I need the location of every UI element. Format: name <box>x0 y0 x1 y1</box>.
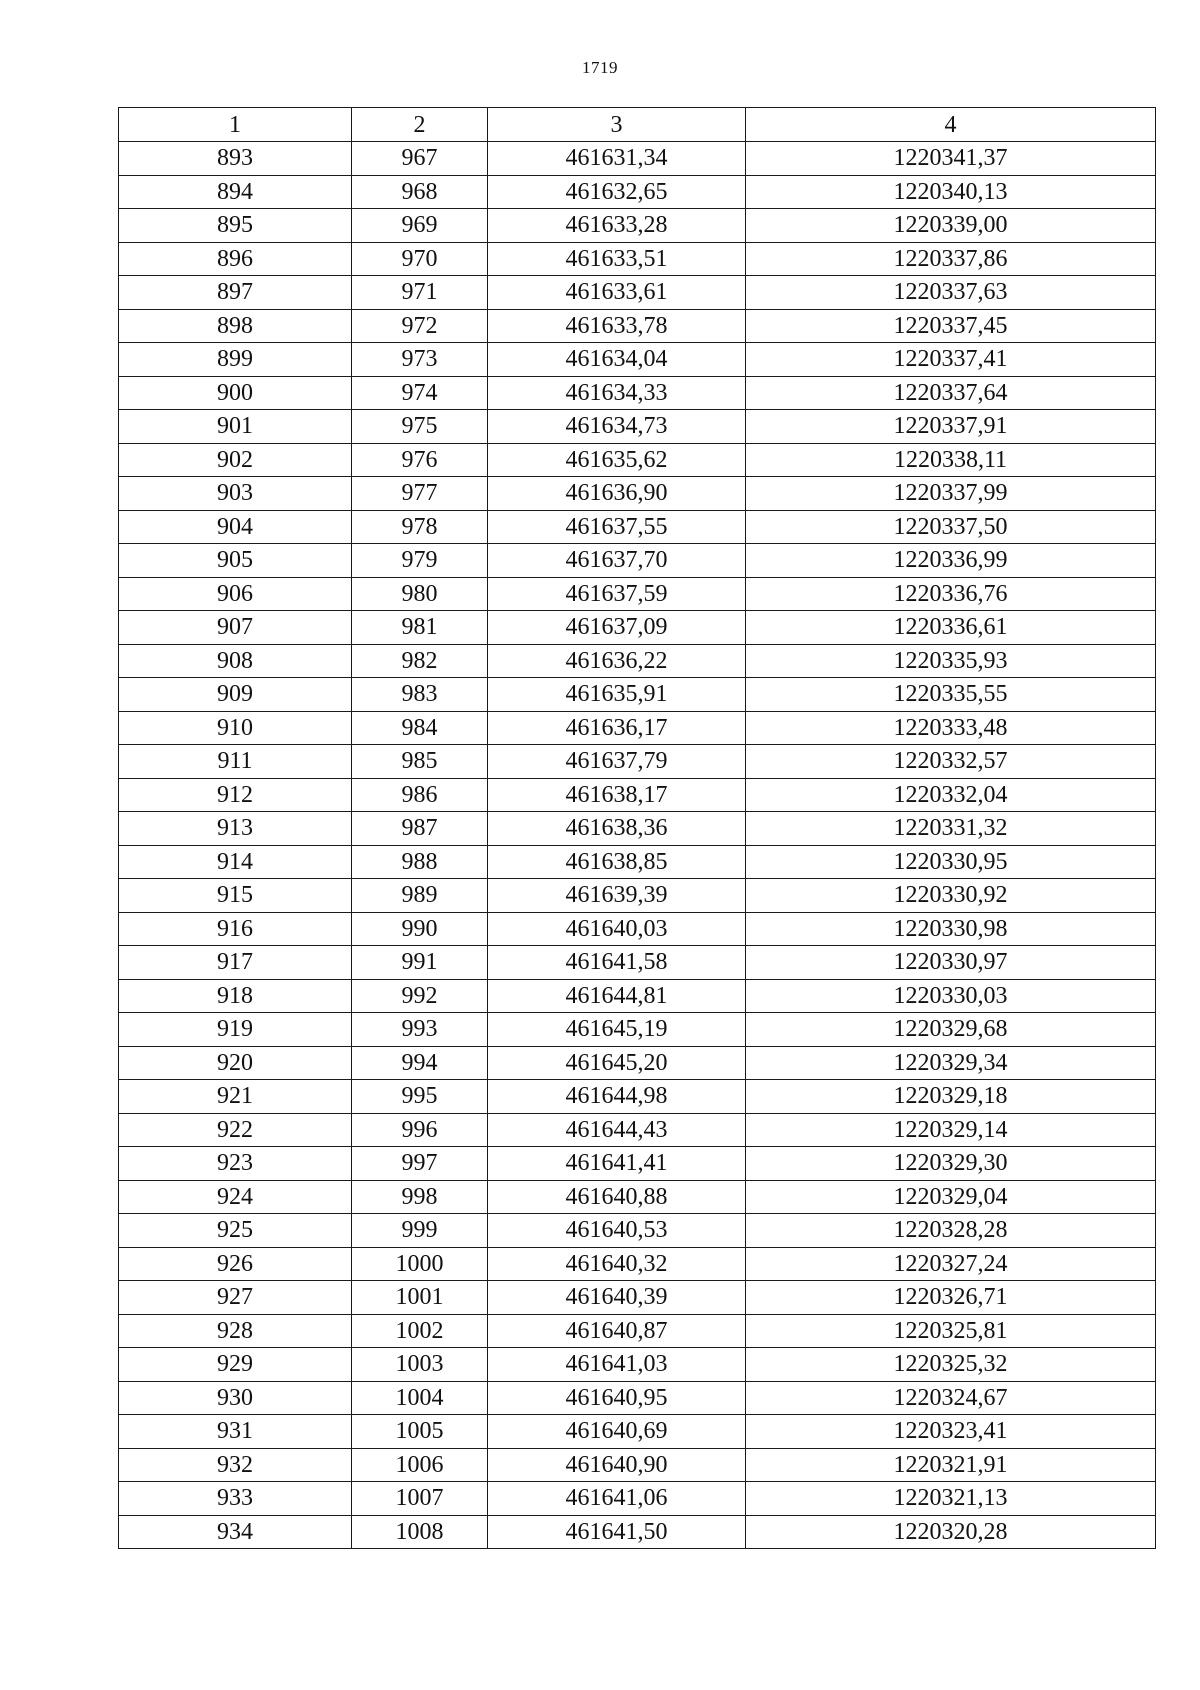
point-number-cell: 915 <box>119 879 352 913</box>
y-coordinate-cell: 1220332,57 <box>746 745 1156 779</box>
column-header: 4 <box>746 108 1156 142</box>
y-coordinate-cell: 1220337,50 <box>746 510 1156 544</box>
y-coordinate-cell: 1220337,91 <box>746 410 1156 444</box>
y-coordinate-cell: 1220338,11 <box>746 443 1156 477</box>
x-coordinate-cell: 461634,33 <box>488 376 746 410</box>
index-cell: 998 <box>352 1180 488 1214</box>
index-cell: 980 <box>352 577 488 611</box>
table-row <box>119 1113 1156 1147</box>
index-cell: 1004 <box>352 1381 488 1415</box>
x-coordinate-cell: 461645,20 <box>488 1046 746 1080</box>
table-row <box>119 1381 1156 1415</box>
y-coordinate-cell: 1220335,55 <box>746 678 1156 712</box>
page-number: 1719 <box>582 58 618 77</box>
index-cell: 984 <box>352 711 488 745</box>
x-coordinate-cell: 461633,28 <box>488 209 746 243</box>
index-cell: 985 <box>352 745 488 779</box>
index-cell: 988 <box>352 845 488 879</box>
index-cell: 987 <box>352 812 488 846</box>
table-row <box>119 1147 1156 1181</box>
y-coordinate-cell: 1220341,37 <box>746 142 1156 176</box>
table-row <box>119 1415 1156 1449</box>
table-row <box>119 1448 1156 1482</box>
x-coordinate-cell: 461640,03 <box>488 912 746 946</box>
y-coordinate-cell: 1220337,45 <box>746 309 1156 343</box>
index-cell: 995 <box>352 1080 488 1114</box>
y-coordinate-cell: 1220329,14 <box>746 1113 1156 1147</box>
y-coordinate-cell: 1220328,28 <box>746 1214 1156 1248</box>
table-row <box>119 1348 1156 1382</box>
table-row <box>119 1482 1156 1516</box>
x-coordinate-cell: 461641,50 <box>488 1515 746 1549</box>
x-coordinate-cell: 461641,06 <box>488 1482 746 1516</box>
index-cell: 1000 <box>352 1247 488 1281</box>
point-number-cell: 907 <box>119 611 352 645</box>
x-coordinate-cell: 461640,53 <box>488 1214 746 1248</box>
y-coordinate-cell: 1220329,18 <box>746 1080 1156 1114</box>
x-coordinate-cell: 461631,34 <box>488 142 746 176</box>
table-row <box>119 678 1156 712</box>
table-row <box>119 845 1156 879</box>
index-cell: 994 <box>352 1046 488 1080</box>
point-number-cell: 899 <box>119 343 352 377</box>
y-coordinate-cell: 1220340,13 <box>746 175 1156 209</box>
y-coordinate-cell: 1220336,99 <box>746 544 1156 578</box>
table-row <box>119 1314 1156 1348</box>
x-coordinate-cell: 461640,90 <box>488 1448 746 1482</box>
point-number-cell: 929 <box>119 1348 352 1382</box>
x-coordinate-cell: 461640,87 <box>488 1314 746 1348</box>
x-coordinate-cell: 461640,88 <box>488 1180 746 1214</box>
column-header: 3 <box>488 108 746 142</box>
table-row <box>119 309 1156 343</box>
table-body <box>119 108 1156 1549</box>
index-cell: 1008 <box>352 1515 488 1549</box>
table-row <box>119 946 1156 980</box>
point-number-cell: 903 <box>119 477 352 511</box>
point-number-cell: 925 <box>119 1214 352 1248</box>
point-number-cell: 927 <box>119 1281 352 1315</box>
table-row <box>119 879 1156 913</box>
index-cell: 986 <box>352 778 488 812</box>
index-cell: 982 <box>352 644 488 678</box>
table-row <box>119 276 1156 310</box>
point-number-cell: 902 <box>119 443 352 477</box>
point-number-cell: 917 <box>119 946 352 980</box>
index-cell: 979 <box>352 544 488 578</box>
x-coordinate-cell: 461632,65 <box>488 175 746 209</box>
point-number-cell: 910 <box>119 711 352 745</box>
y-coordinate-cell: 1220321,91 <box>746 1448 1156 1482</box>
y-coordinate-cell: 1220330,95 <box>746 845 1156 879</box>
x-coordinate-cell: 461636,22 <box>488 644 746 678</box>
x-coordinate-cell: 461637,79 <box>488 745 746 779</box>
y-coordinate-cell: 1220329,30 <box>746 1147 1156 1181</box>
index-cell: 978 <box>352 510 488 544</box>
coordinates-table <box>118 107 1156 1549</box>
column-header: 1 <box>119 108 352 142</box>
y-coordinate-cell: 1220330,92 <box>746 879 1156 913</box>
x-coordinate-cell: 461645,19 <box>488 1013 746 1047</box>
y-coordinate-cell: 1220337,41 <box>746 343 1156 377</box>
table-row <box>119 376 1156 410</box>
x-coordinate-cell: 461641,03 <box>488 1348 746 1382</box>
index-cell: 974 <box>352 376 488 410</box>
table-row <box>119 510 1156 544</box>
table-row <box>119 711 1156 745</box>
table-row <box>119 209 1156 243</box>
point-number-cell: 894 <box>119 175 352 209</box>
point-number-cell: 920 <box>119 1046 352 1080</box>
x-coordinate-cell: 461637,09 <box>488 611 746 645</box>
index-cell: 996 <box>352 1113 488 1147</box>
index-cell: 972 <box>352 309 488 343</box>
table-header-row <box>119 108 1156 142</box>
point-number-cell: 928 <box>119 1314 352 1348</box>
point-number-cell: 921 <box>119 1080 352 1114</box>
x-coordinate-cell: 461633,78 <box>488 309 746 343</box>
index-cell: 1006 <box>352 1448 488 1482</box>
y-coordinate-cell: 1220330,03 <box>746 979 1156 1013</box>
y-coordinate-cell: 1220320,28 <box>746 1515 1156 1549</box>
point-number-cell: 909 <box>119 678 352 712</box>
point-number-cell: 906 <box>119 577 352 611</box>
x-coordinate-cell: 461637,55 <box>488 510 746 544</box>
x-coordinate-cell: 461633,61 <box>488 276 746 310</box>
point-number-cell: 932 <box>119 1448 352 1482</box>
table-row <box>119 1281 1156 1315</box>
x-coordinate-cell: 461634,73 <box>488 410 746 444</box>
point-number-cell: 926 <box>119 1247 352 1281</box>
table-row <box>119 1247 1156 1281</box>
x-coordinate-cell: 461639,39 <box>488 879 746 913</box>
table-row <box>119 175 1156 209</box>
x-coordinate-cell: 461640,39 <box>488 1281 746 1315</box>
y-coordinate-cell: 1220324,67 <box>746 1381 1156 1415</box>
x-coordinate-cell: 461637,59 <box>488 577 746 611</box>
y-coordinate-cell: 1220332,04 <box>746 778 1156 812</box>
table-row <box>119 410 1156 444</box>
index-cell: 981 <box>352 611 488 645</box>
x-coordinate-cell: 461640,32 <box>488 1247 746 1281</box>
table-row <box>119 1515 1156 1549</box>
point-number-cell: 914 <box>119 845 352 879</box>
y-coordinate-cell: 1220326,71 <box>746 1281 1156 1315</box>
index-cell: 970 <box>352 242 488 276</box>
index-cell: 1001 <box>352 1281 488 1315</box>
point-number-cell: 900 <box>119 376 352 410</box>
index-cell: 977 <box>352 477 488 511</box>
y-coordinate-cell: 1220330,98 <box>746 912 1156 946</box>
x-coordinate-cell: 461641,41 <box>488 1147 746 1181</box>
point-number-cell: 897 <box>119 276 352 310</box>
index-cell: 990 <box>352 912 488 946</box>
table-row <box>119 1013 1156 1047</box>
x-coordinate-cell: 461633,51 <box>488 242 746 276</box>
x-coordinate-cell: 461635,62 <box>488 443 746 477</box>
index-cell: 983 <box>352 678 488 712</box>
point-number-cell: 934 <box>119 1515 352 1549</box>
table-row <box>119 1180 1156 1214</box>
index-cell: 967 <box>352 142 488 176</box>
y-coordinate-cell: 1220327,24 <box>746 1247 1156 1281</box>
x-coordinate-cell: 461634,04 <box>488 343 746 377</box>
table-row <box>119 1046 1156 1080</box>
point-number-cell: 898 <box>119 309 352 343</box>
x-coordinate-cell: 461644,81 <box>488 979 746 1013</box>
index-cell: 973 <box>352 343 488 377</box>
index-cell: 969 <box>352 209 488 243</box>
index-cell: 976 <box>352 443 488 477</box>
index-cell: 989 <box>352 879 488 913</box>
point-number-cell: 919 <box>119 1013 352 1047</box>
table-row <box>119 443 1156 477</box>
point-number-cell: 912 <box>119 778 352 812</box>
index-cell: 997 <box>352 1147 488 1181</box>
y-coordinate-cell: 1220337,99 <box>746 477 1156 511</box>
y-coordinate-cell: 1220323,41 <box>746 1415 1156 1449</box>
x-coordinate-cell: 461638,17 <box>488 778 746 812</box>
y-coordinate-cell: 1220331,32 <box>746 812 1156 846</box>
table-row <box>119 979 1156 1013</box>
point-number-cell: 911 <box>119 745 352 779</box>
index-cell: 991 <box>352 946 488 980</box>
y-coordinate-cell: 1220333,48 <box>746 711 1156 745</box>
table-row <box>119 477 1156 511</box>
y-coordinate-cell: 1220321,13 <box>746 1482 1156 1516</box>
table-row <box>119 242 1156 276</box>
point-number-cell: 918 <box>119 979 352 1013</box>
y-coordinate-cell: 1220329,68 <box>746 1013 1156 1047</box>
point-number-cell: 895 <box>119 209 352 243</box>
point-number-cell: 924 <box>119 1180 352 1214</box>
x-coordinate-cell: 461640,95 <box>488 1381 746 1415</box>
table-row <box>119 745 1156 779</box>
index-cell: 1003 <box>352 1348 488 1382</box>
y-coordinate-cell: 1220337,86 <box>746 242 1156 276</box>
x-coordinate-cell: 461637,70 <box>488 544 746 578</box>
index-cell: 1005 <box>352 1415 488 1449</box>
point-number-cell: 931 <box>119 1415 352 1449</box>
y-coordinate-cell: 1220336,61 <box>746 611 1156 645</box>
index-cell: 999 <box>352 1214 488 1248</box>
table-row <box>119 544 1156 578</box>
x-coordinate-cell: 461644,98 <box>488 1080 746 1114</box>
y-coordinate-cell: 1220325,81 <box>746 1314 1156 1348</box>
table-row <box>119 1080 1156 1114</box>
point-number-cell: 896 <box>119 242 352 276</box>
y-coordinate-cell: 1220329,04 <box>746 1180 1156 1214</box>
y-coordinate-cell: 1220330,97 <box>746 946 1156 980</box>
table-row <box>119 812 1156 846</box>
index-cell: 975 <box>352 410 488 444</box>
point-number-cell: 913 <box>119 812 352 846</box>
table-row <box>119 912 1156 946</box>
y-coordinate-cell: 1220337,63 <box>746 276 1156 310</box>
point-number-cell: 908 <box>119 644 352 678</box>
y-coordinate-cell: 1220337,64 <box>746 376 1156 410</box>
x-coordinate-cell: 461644,43 <box>488 1113 746 1147</box>
y-coordinate-cell: 1220339,00 <box>746 209 1156 243</box>
point-number-cell: 901 <box>119 410 352 444</box>
x-coordinate-cell: 461636,17 <box>488 711 746 745</box>
table-row <box>119 611 1156 645</box>
x-coordinate-cell: 461638,36 <box>488 812 746 846</box>
point-number-cell: 905 <box>119 544 352 578</box>
index-cell: 968 <box>352 175 488 209</box>
y-coordinate-cell: 1220325,32 <box>746 1348 1156 1382</box>
table-row <box>119 1214 1156 1248</box>
point-number-cell: 916 <box>119 912 352 946</box>
y-coordinate-cell: 1220336,76 <box>746 577 1156 611</box>
x-coordinate-cell: 461640,69 <box>488 1415 746 1449</box>
x-coordinate-cell: 461635,91 <box>488 678 746 712</box>
table-row <box>119 343 1156 377</box>
index-cell: 1007 <box>352 1482 488 1516</box>
index-cell: 993 <box>352 1013 488 1047</box>
point-number-cell: 893 <box>119 142 352 176</box>
y-coordinate-cell: 1220329,34 <box>746 1046 1156 1080</box>
x-coordinate-cell: 461641,58 <box>488 946 746 980</box>
y-coordinate-cell: 1220335,93 <box>746 644 1156 678</box>
table-row <box>119 644 1156 678</box>
x-coordinate-cell: 461638,85 <box>488 845 746 879</box>
point-number-cell: 904 <box>119 510 352 544</box>
index-cell: 1002 <box>352 1314 488 1348</box>
table-row <box>119 142 1156 176</box>
index-cell: 992 <box>352 979 488 1013</box>
index-cell: 971 <box>352 276 488 310</box>
column-header: 2 <box>352 108 488 142</box>
point-number-cell: 933 <box>119 1482 352 1516</box>
table-row <box>119 577 1156 611</box>
x-coordinate-cell: 461636,90 <box>488 477 746 511</box>
point-number-cell: 930 <box>119 1381 352 1415</box>
point-number-cell: 922 <box>119 1113 352 1147</box>
table-row <box>119 778 1156 812</box>
point-number-cell: 923 <box>119 1147 352 1181</box>
